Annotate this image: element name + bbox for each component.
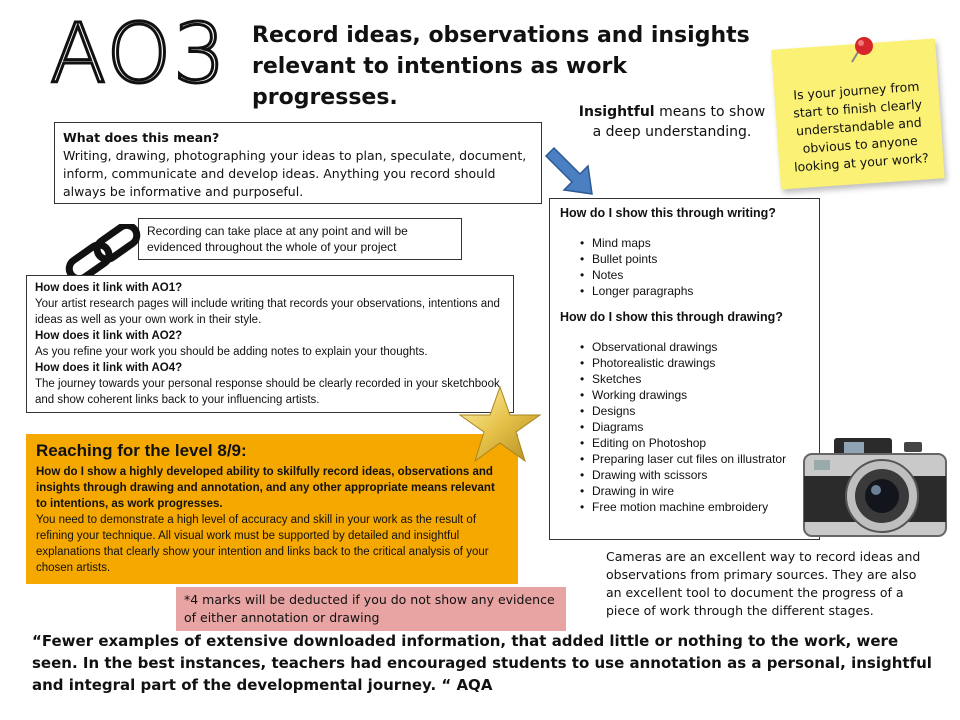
camera-icon [800, 432, 950, 544]
writing-list [580, 235, 809, 299]
list-item: • Mind maps [580, 235, 809, 251]
camera-text: Cameras are an excellent way to record ideas and observations from primary sources. They are also an excellent tool to document the progress of a piece of work through the different stages. [606, 549, 921, 618]
insightful-word: Insightful [578, 104, 655, 120]
recording-box [138, 218, 462, 260]
deduction-box [176, 587, 566, 631]
ao2-question: How does it link with AO2? [35, 330, 183, 342]
insightful-rest: means to show [654, 104, 766, 120]
list-item: • Diagrams [580, 419, 809, 435]
list-item: • Designs [580, 403, 809, 419]
insightful-definition [572, 102, 772, 142]
heading-line-1: Record ideas, observations and insights [252, 23, 750, 48]
meaning-title: What does this mean? [63, 130, 220, 145]
aqa-quote [32, 630, 942, 696]
drawing-list [580, 339, 809, 515]
writing-title: How do I show this through writing? [560, 206, 776, 220]
list-item: • Drawing with scissors [580, 467, 809, 483]
list-item: • Preparing laser cut files on illustrator [580, 451, 809, 467]
ao1-question: How does it link with AO1? [35, 282, 183, 294]
level-body: You need to demonstrate a high level of accuracy and skill in your work as the result of refining your technique. All visual work must be supported by detailed and insightful explanations that clearly show your intention and links back to the critical analysis of your chosen artists. [36, 514, 489, 574]
page-heading [252, 20, 772, 113]
list-item: • Drawing in wire [580, 483, 809, 499]
sticky-note-text: Is your journey from start to finish clearly understandable and obvious to anyone looking at your work? [792, 78, 930, 175]
list-item: • Sketches [580, 371, 809, 387]
meaning-box [54, 122, 542, 204]
recording-text: Recording can take place at any point and will be evidenced throughout the whole of your project [147, 224, 408, 254]
ao4-question: How does it link with AO4? [35, 362, 183, 374]
list-item: • Notes [580, 267, 809, 283]
insightful-line-2: a deep understanding. [592, 124, 752, 140]
chain-link-icon [58, 224, 148, 280]
ao2-answer: As you refine your work you should be adding notes to explain your thoughts. [35, 346, 428, 358]
ao3-logo [50, 14, 240, 94]
list-item: • Observational drawings [580, 339, 809, 355]
heading-line-2: relevant to intentions as work progresses. [252, 54, 627, 110]
list-item: • Bullet points [580, 251, 809, 267]
ao-links-box [26, 275, 514, 413]
quote-text: “Fewer examples of extensive downloaded information, that added little or nothing to the work, were seen. In the best instances, teachers had encouraged students to use annotation as a personal, insightful and integral part of the developmental journey. “ AQA [32, 632, 932, 694]
list-item: • Editing on Photoshop [580, 435, 809, 451]
deduction-text: *4 marks will be deducted if you do not show any evidence of either annotation or drawing [184, 592, 555, 625]
camera-description [606, 548, 926, 620]
level-question: How do I show a highly developed ability to skilfully record ideas, observations and insights through drawing and annotation, and any other appropriate means relevant to intentions, as work progresses. [36, 466, 495, 510]
list-item: • Working drawings [580, 387, 809, 403]
ao3-logo-text: AO3 [50, 14, 228, 94]
level-title: Reaching for the level 8/9: [36, 441, 247, 460]
level-8-9-box [26, 434, 518, 584]
ao4-answer: The journey towards your personal response should be clearly recorded in your sketchbook and show coherent links back to your influencing artists. [35, 378, 500, 406]
drawing-title: How do I show this through drawing? [560, 310, 783, 324]
push-pin-icon [846, 32, 880, 66]
gold-star-icon [458, 385, 542, 463]
how-to-show-box [549, 198, 820, 540]
ao1-answer: Your artist research pages will include writing that records your observations, intentions and ideas as well as your own work in their style. [35, 298, 500, 326]
blue-arrow-icon [542, 144, 596, 198]
list-item: • Free motion machine embroidery [580, 499, 809, 515]
list-item: • Photorealistic drawings [580, 355, 809, 371]
list-item: • Longer paragraphs [580, 283, 809, 299]
meaning-body: Writing, drawing, photographing your ideas to plan, speculate, document, inform, communicate and develop ideas. Anything you record should always be informative and purposeful. [63, 148, 527, 199]
